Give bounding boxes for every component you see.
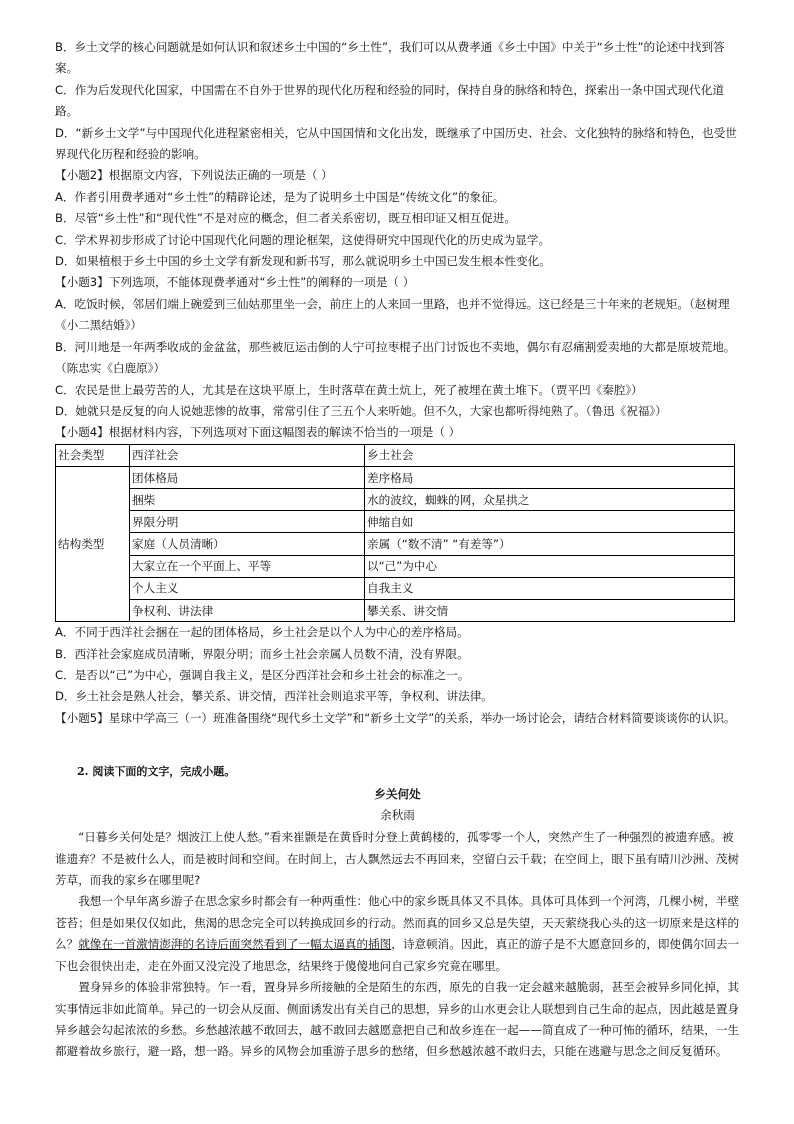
q4-option-b: B．西洋社会家庭成员清晰，界限分明；而乡土社会亲属人员数不清，没有界限。: [55, 646, 469, 661]
q2-option-b: B．尽管“乡土性”和“现代性”不是对应的概念，但二者关系密切，既互相印证又相互促进。: [55, 211, 516, 226]
section-heading: 2. 阅读下面的文字，完成小题。: [77, 765, 236, 779]
table-row: [56, 600, 735, 622]
table-cell: 差序格局: [365, 466, 735, 488]
article-author: 余秋雨: [380, 808, 415, 823]
table-cell: 伸缩自如: [365, 511, 735, 533]
underlined-sentence: 就像在一首激情澎湃的名诗后面突然看到了一幅太逼真的插图: [78, 937, 392, 952]
table-cell: 家庭（人员清晰）: [130, 533, 365, 555]
section-gap: [55, 729, 740, 761]
table-cell: 亲属（“数不清” “有差等”）: [365, 533, 735, 555]
q3-stem: 【小题3】下列选项，不能体现费孝通对“乡土性”的阐释的一项是（ ）: [55, 275, 415, 290]
q4-stem: 【小题4】根据材料内容，下列选项对下面这幅图表的解读不恰当的一项是（ ）: [55, 425, 461, 440]
table-row: [56, 511, 735, 533]
article-title: 乡关何处: [374, 787, 421, 802]
table-cell: 个人主义: [130, 577, 365, 599]
table-header-cell: 乡土社会: [365, 444, 735, 466]
q3-option-d: D．她就只是反复的向人说她悲惨的故事，常常引住了三五个人来听她。但不久，大家也都听得纯熟了。（鲁迅《祝福》）: [55, 403, 667, 418]
table-cell: 争权利、讲法律: [130, 600, 365, 622]
table-cell: 水的波纹，蜘蛛的网，众星拱之: [365, 489, 735, 511]
table-header-cell: 社会类型: [56, 444, 130, 466]
table-cell: 大家立在一个平面上、平等: [130, 555, 365, 577]
table-cell: 界限分明: [130, 511, 365, 533]
q3-option-b: B．河川地是一年两季收成的金盆盆，那些被厄运击倒的人宁可拉枣棍子出门讨饭也不卖地，偶尔有忍痛割爱卖地的大都是原坡荒地。（陈忠实《白鹿原》）: [55, 339, 736, 376]
table-row: [56, 577, 735, 599]
paragraph-text: 我想一个早年离乡游子在思念家乡时都会有一种两重性：他心中的家乡既具体又不具体。具体可具体到一个河湾，几棵小树，半壁苍苔；但是如果仅仅如此，焦渴的思念完全可以转换成回乡的行动。然而真的回乡又总是失望，天天萦绕我心头的这一切原来是这样的么？: [55, 894, 740, 952]
q4-option-c: C．是否以“己”为中心，强调自我主义，是区分西洋社会和乡土社会的标准之一。: [55, 668, 470, 683]
document-page: [55, 37, 740, 1063]
paragraph-text: ，诗意顿消。因此，真正的游子是不大愿意回乡的，即使偶尔回去一下也会很快出走，走在外面又没完没了地思念，结果终于傻傻地问自己家乡究竟在哪里。: [55, 937, 740, 973]
q2-option-c: C．学术界初步形成了讨论中国现代化问题的理论框架，这使得研究中国现代化的历史成为显学。: [55, 232, 551, 247]
table-header-row: [56, 444, 735, 466]
q1-option-b: B．乡土文学的核心问题就是如何认识和叙述乡土中国的“乡土性”，我们可以从费孝通《乡土中国》中关于“乡土性”的论述中找到答案。: [55, 40, 725, 76]
comparison-table: [55, 444, 735, 623]
q1-option-c: C．作为后发现代化国家，中国需在不自外于世界的现代化历程和经验的同时，保持自身的脉络和特色，探索出一条中国式现代化道路。: [55, 82, 724, 119]
article-paragraph: [55, 891, 740, 977]
table-row: [56, 489, 735, 511]
table-row: [56, 533, 735, 555]
table-row: [56, 466, 735, 488]
table-row: [56, 555, 735, 577]
table-cell: 以“己”为中心: [365, 555, 735, 577]
q2-stem: 【小题2】根据原文内容，下列说法正确的一项是（ ）: [55, 168, 333, 183]
q4-option-a: A．不同于西洋社会捆在一起的团体格局，乡土社会是以个人为中心的差序格局。: [55, 625, 469, 640]
q2-option-d: D．如果植根于乡土中国的乡土文学有新发现和新书写，那么就说明乡土中国已发生根本性变化。: [55, 254, 551, 269]
table-cell: 捆柴: [130, 489, 365, 511]
article-paragraph: “日暮乡关何处是？烟波江上使人愁。”看来崔颢是在黄昏时分登上黄鹤楼的，孤零零一个人，突然产生了一种强烈的被遗弃感。被谁遗弃？不是被什么人，而是被时间和空间。在时间上，古人飘然远去不再回来，空留白云千载；在空间上，眼下虽有晴川沙洲、茂树芳草，而我的家乡在哪里呢?: [55, 830, 740, 888]
q1-option-d: D．“新乡土文学”与中国现代化进程紧密相关，它从中国国情和文化出发，既继承了中国历史、社会、文化独特的脉络和特色，也受世界现代化历程和经验的影响。: [55, 125, 737, 162]
q3-option-c: C．农民是世上最劳苦的人，尤其是在这块平原上，生时落草在黄土炕上，死了被埋在黄土堆下。（贾平凹《秦腔》）: [55, 382, 643, 397]
q3-option-a: A．吃饭时候，邻居们端上碗爱到三仙姑那里坐一会，前庄上的人来回一里路，也并不觉得远。这已经是三十年来的老规矩。（赵树理《小二黑结婚》）: [55, 296, 730, 333]
table-cell: 攀关系、讲交情: [365, 600, 735, 622]
q4-option-d: D．乡土社会是熟人社会，攀关系、讲交情，西洋社会则追求平等，争权利、讲法律。: [55, 689, 493, 704]
table-cell: 自我主义: [365, 577, 735, 599]
q2-option-a: A．作者引用费孝通对“乡土性”的精辟论述，是为了说明乡土中国是“传统文化”的象征。: [55, 189, 505, 204]
table-row-label: 结构类型: [56, 466, 130, 621]
q5-stem: 【小题5】星球中学高三（一）班准备围绕“现代乡土文学”和“新乡土文学”的关系，举办一场讨论会，请结合材料简要谈谈你的认识。: [55, 710, 736, 725]
article-paragraph: 置身异乡的体验非常独特。乍一看，置身异乡所接触的全是陌生的东西，原先的自我一定会越来越脆弱，甚至会被异乡同化掉，其实事情远非如此简单。异己的一切会从反面、侧面诱发出有关自己的思想，异乡的山水更会让人联想到自己生命的起点，因此越是置身异乡越会勾起浓浓的乡愁。乡愁越浓越不敢回去，越不敢回去越愿意把自己和故乡连在一起——简直成了一种可怖的循环，结果，一生都避着故乡旅行，避一路，想一路。异乡的风物会加重游子思乡的愁绪，但乡愁越浓越不敢归去，只能在逃避与思念之间反复循环。: [55, 980, 740, 1059]
table-cell: 团体格局: [130, 466, 365, 488]
table-header-cell: 西洋社会: [130, 444, 365, 466]
